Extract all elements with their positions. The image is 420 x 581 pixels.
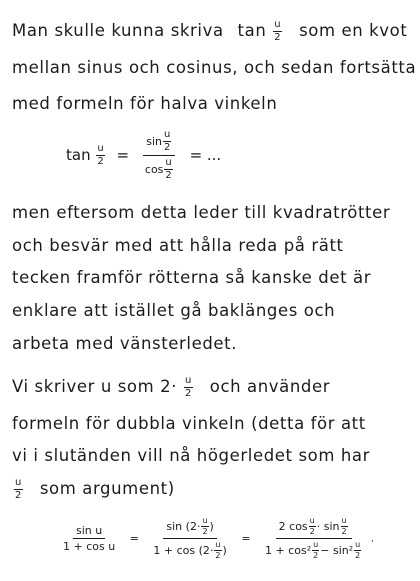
paragraph1-line3: med formeln för halva vinkeln [12, 94, 278, 113]
sin-2u-over-1-plus-cos-2u: sin (2· u 2 ) 1 + cos (2· u 2 ) [153, 516, 227, 560]
u-over-2: $\frac{u}{2}$ [184, 375, 192, 399]
text: som en kvot [299, 21, 408, 40]
u-over-2: $\frac{u}{2}$ [274, 19, 282, 43]
u-over-2: $\frac{u}{2}$ [15, 477, 22, 501]
tan-label: tan [237, 21, 267, 40]
paragraph2-line1: men eftersom detta leder till kvadratrötter [12, 203, 391, 222]
paragraph3-line4 [12, 478, 175, 501]
paragraph1-line1 [12, 20, 407, 43]
double-angle-formula: $\frac{\text{sin u}}{\text{1 + cos u}}$ = sin (2· u 2 ) 1 + cos (2· u 2 ) = 2 cos u 2 · sin u 2 1 + cos² u 2 − sin² u 2 . [58, 517, 374, 560]
text: Vi skriver u som 2· [12, 377, 178, 396]
text: som argument) [39, 479, 175, 498]
paragraph3-line3: vi i slutänden vill nå högerledet som har [12, 446, 370, 465]
paragraph2-line4: enklare att istället gå baklänges och [12, 301, 336, 320]
sin-u-over-1-plus-cos-u: $\frac{\text{sin u}}{\text{1 + cos u}}$ [63, 524, 116, 553]
half-angle-formula: tan $\frac{u}{2}$ = sin u 2 cos u 2 = ... [66, 129, 222, 181]
paragraph2-line2: och besvär med att hålla reda på rätt [12, 236, 344, 255]
paragraph2-line5: arbeta med vänsterledet. [12, 334, 238, 353]
paragraph3-line2: formeln för dubbla vinkeln (detta för att [12, 414, 366, 433]
paragraph3-line1 [12, 376, 330, 399]
text: och använder [209, 377, 331, 396]
text: Man skulle kunna skriva [12, 21, 224, 40]
paragraph2-line3: tecken framför rötterna så kanske det är [12, 268, 372, 287]
expanded-fraction: 2 cos u 2 · sin u 2 1 + cos² u 2 − sin² u 2 [265, 516, 361, 560]
sin-over-cos: sin u 2 cos u 2 [142, 130, 177, 181]
paragraph1-line2: mellan sinus och cosinus, och sedan fortsätta [12, 58, 417, 77]
